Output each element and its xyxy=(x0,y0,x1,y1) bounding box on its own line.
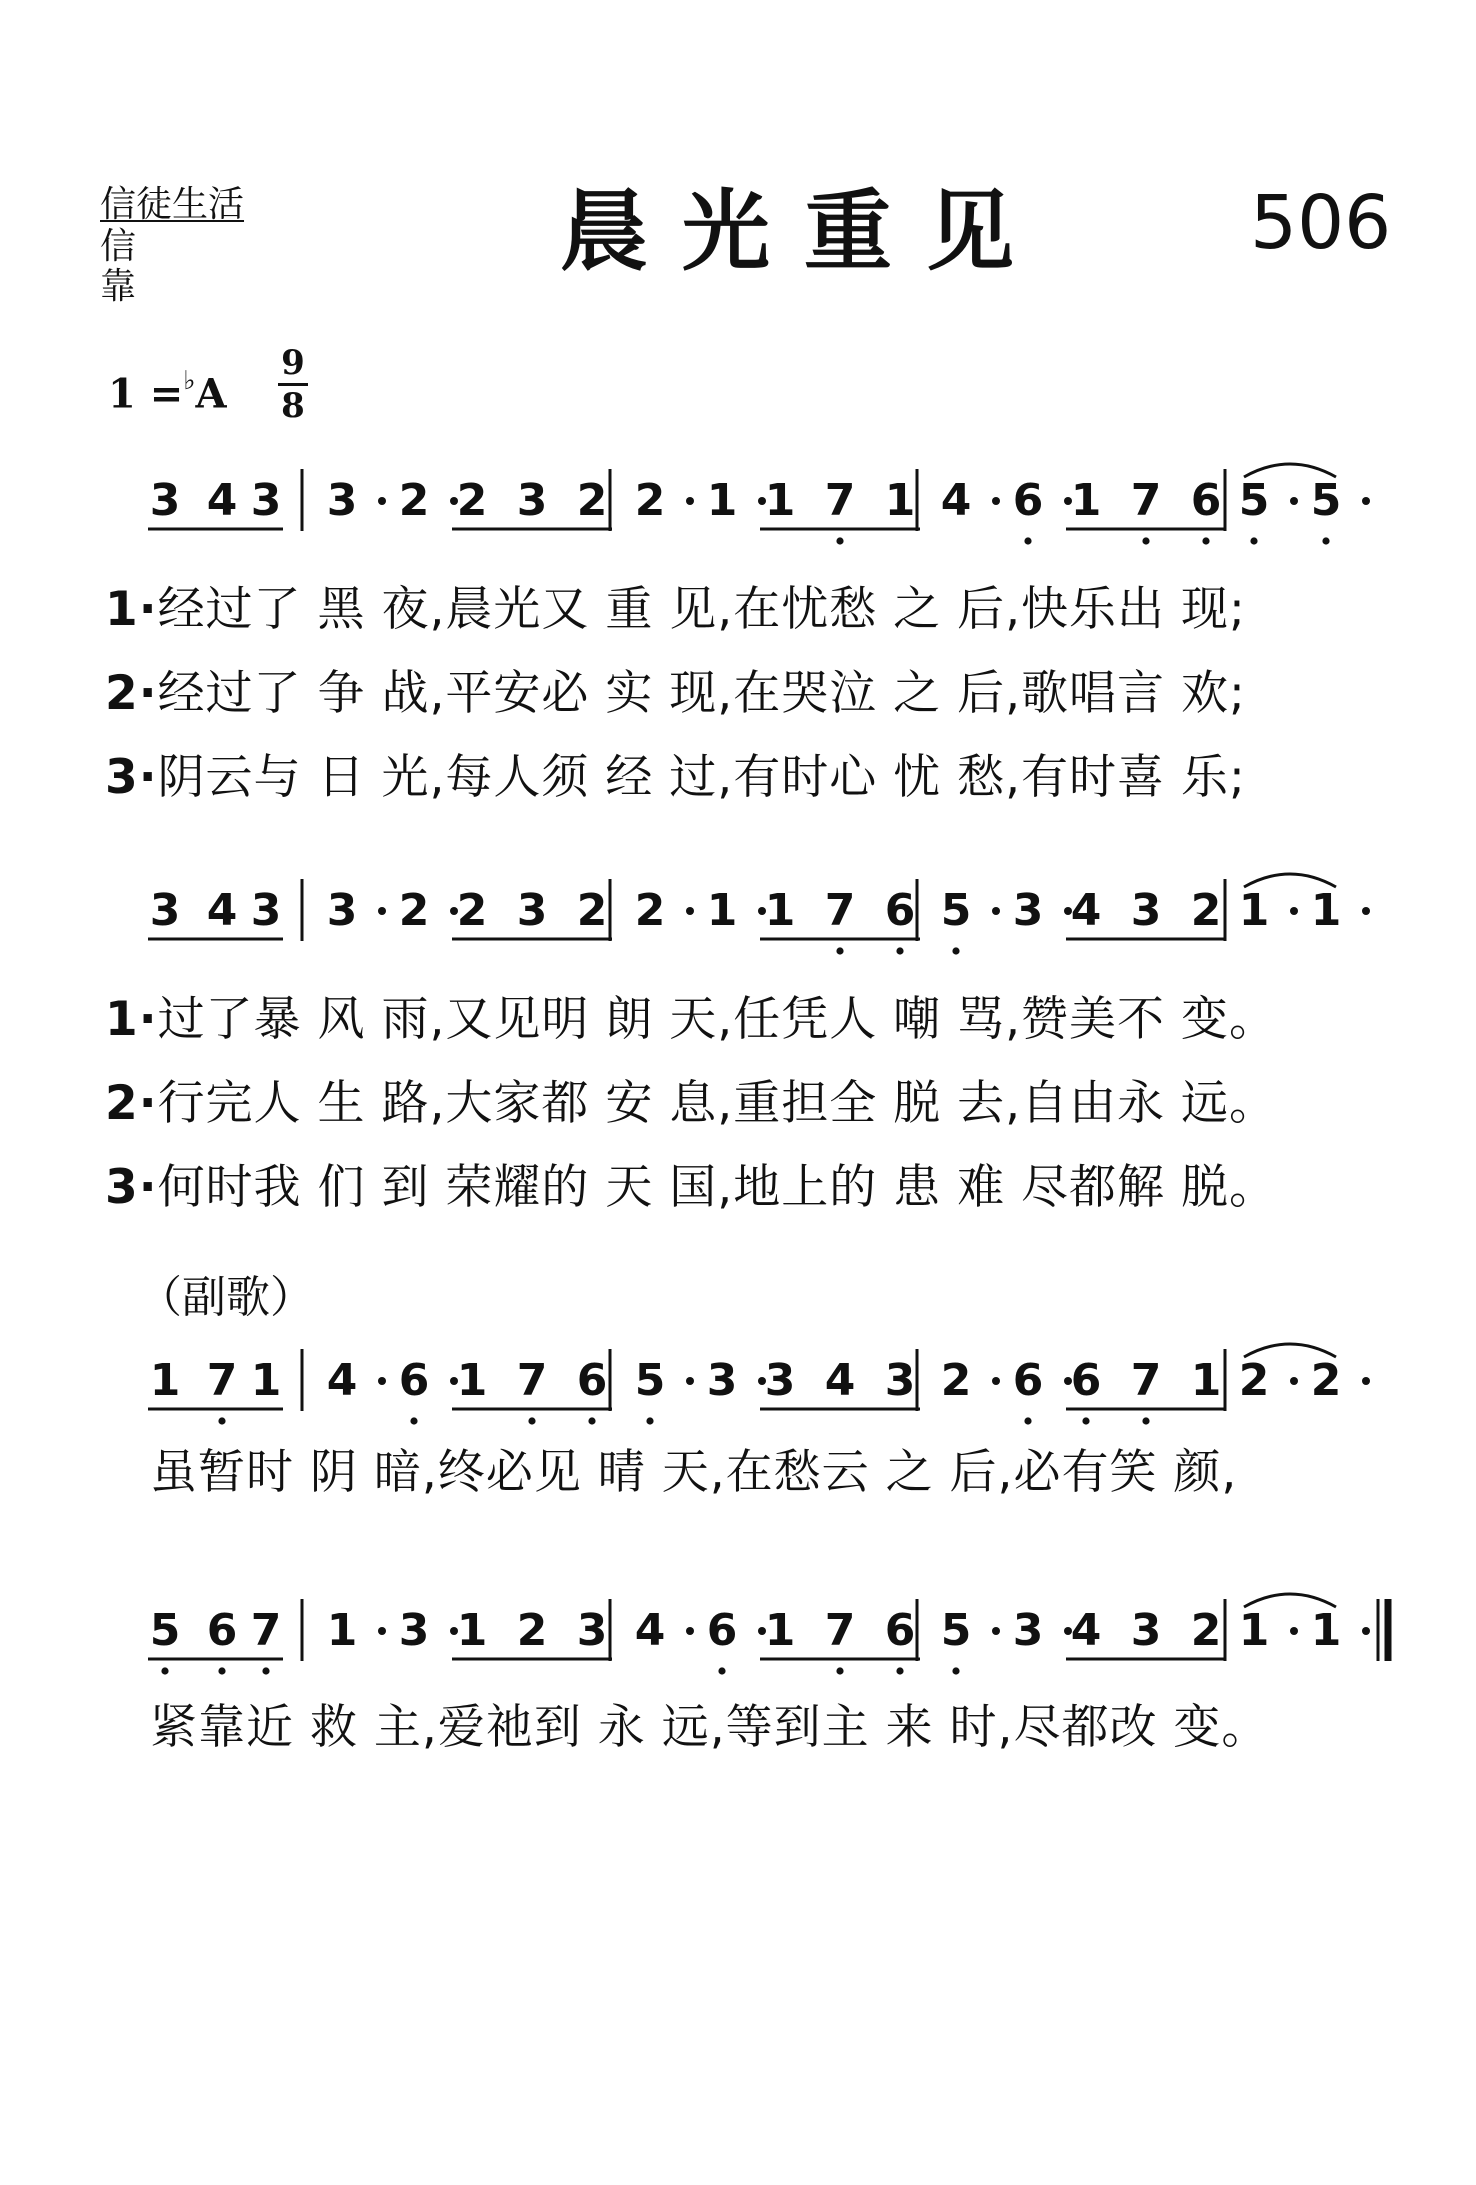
lyric-line xyxy=(150,1700,1269,1756)
note: 3 xyxy=(1130,1605,1162,1656)
lyric-line xyxy=(105,582,1246,638)
note: 1 xyxy=(764,1605,796,1656)
note: 2 xyxy=(398,885,430,936)
note: 3 xyxy=(1012,885,1044,936)
verse-number: 1· xyxy=(105,582,158,637)
note: 1 xyxy=(456,1605,488,1656)
note: 6 xyxy=(706,1605,738,1656)
note: 2 xyxy=(1238,1355,1270,1406)
low-octave-dot xyxy=(836,1667,843,1674)
flat-sign: ♭ xyxy=(183,366,196,396)
note: 4 xyxy=(940,475,972,526)
key-prefix: 1 = xyxy=(108,370,184,418)
note: 1 xyxy=(764,475,796,526)
lyric-line xyxy=(150,1445,1237,1501)
note: 6 xyxy=(1012,1355,1044,1406)
note: 3 xyxy=(326,475,358,526)
low-octave-dot xyxy=(1142,537,1149,544)
lyric-text: 阴云与 日 光,每人须 经 过,有时心 忧 愁,有时喜 乐; xyxy=(157,750,1246,805)
low-octave-dot xyxy=(1322,537,1329,544)
note: 2 xyxy=(398,475,430,526)
low-octave-dot xyxy=(896,1667,903,1674)
hymn-number: 506 xyxy=(1250,180,1392,266)
note: 6 xyxy=(1070,1355,1102,1406)
note: 2 xyxy=(576,885,608,936)
note: 1 xyxy=(764,885,796,936)
note: 6 xyxy=(206,1605,238,1656)
duration-dot xyxy=(992,497,1000,505)
low-octave-dot xyxy=(218,1667,225,1674)
low-octave-dot xyxy=(1250,537,1257,544)
key-letter: A xyxy=(195,370,227,418)
note: 2 xyxy=(576,475,608,526)
hymn-title: 晨光重见 xyxy=(560,180,1049,283)
time-denominator: 8 xyxy=(281,386,305,426)
lyric-text: 经过了 黑 夜,晨光又 重 见,在忧愁 之 后,快乐出 现; xyxy=(157,582,1246,637)
note: 4 xyxy=(824,1355,856,1406)
note: 7 xyxy=(206,1355,238,1406)
duration-dot xyxy=(1290,1627,1298,1635)
low-octave-dot xyxy=(528,1417,535,1424)
duration-dot xyxy=(992,1377,1000,1385)
low-octave-dot xyxy=(646,1417,653,1424)
note: 6 xyxy=(576,1355,608,1406)
note: 2 xyxy=(456,885,488,936)
note: 5 xyxy=(940,1605,972,1656)
low-octave-dot xyxy=(161,1667,168,1674)
note: 7 xyxy=(824,885,856,936)
note: 3 xyxy=(250,475,282,526)
note: 6 xyxy=(398,1355,430,1406)
note: 5 xyxy=(149,1605,181,1656)
note: 1 xyxy=(250,1355,282,1406)
duration-dot xyxy=(1290,497,1298,505)
note: 5 xyxy=(1310,475,1342,526)
note: 7 xyxy=(250,1605,282,1656)
duration-dot xyxy=(1362,497,1370,505)
lyric-text: 紧靠近 救 主,爱祂到 永 远,等到主 来 时,尽都改 变。 xyxy=(150,1700,1270,1755)
lyric-line xyxy=(105,1160,1277,1216)
verse-number: 3· xyxy=(105,1160,158,1215)
note: 5 xyxy=(1238,475,1270,526)
note: 6 xyxy=(1012,475,1044,526)
duration-dot xyxy=(378,1627,386,1635)
verse-number: 3· xyxy=(105,750,158,805)
low-octave-dot xyxy=(718,1667,725,1674)
note: 1 xyxy=(326,1605,358,1656)
note: 1 xyxy=(706,885,738,936)
low-octave-dot xyxy=(1082,1417,1089,1424)
note: 7 xyxy=(1130,475,1162,526)
note: 1 xyxy=(1310,885,1342,936)
low-octave-dot xyxy=(952,947,959,954)
lyric-line xyxy=(105,666,1246,722)
low-octave-dot xyxy=(1142,1417,1149,1424)
subcategory-label: 信靠 xyxy=(100,226,195,307)
note: 1 xyxy=(1238,1605,1270,1656)
refrain-label: （副歌） xyxy=(138,1272,314,1323)
note: 2 xyxy=(1190,885,1222,936)
verse-number: 2· xyxy=(105,666,158,721)
note: 3 xyxy=(516,885,548,936)
note: 4 xyxy=(1070,1605,1102,1656)
note: 3 xyxy=(1130,885,1162,936)
duration-dot xyxy=(686,1627,694,1635)
note: 3 xyxy=(398,1605,430,1656)
lyric-line xyxy=(105,1076,1277,1132)
note: 2 xyxy=(634,475,666,526)
note: 4 xyxy=(1070,885,1102,936)
lyric-line xyxy=(105,992,1277,1048)
note: 2 xyxy=(1190,1605,1222,1656)
note: 2 xyxy=(456,475,488,526)
duration-dot xyxy=(686,1377,694,1385)
duration-dot xyxy=(1362,1627,1370,1635)
low-octave-dot xyxy=(836,947,843,954)
note: 1 xyxy=(706,475,738,526)
note: 3 xyxy=(149,475,181,526)
note: 3 xyxy=(149,885,181,936)
note: 3 xyxy=(250,885,282,936)
low-octave-dot xyxy=(836,537,843,544)
low-octave-dot xyxy=(410,1417,417,1424)
lyric-text: 虽暂时 阴 暗,终必见 晴 天,在愁云 之 后,必有笑 颜, xyxy=(150,1445,1238,1500)
low-octave-dot xyxy=(588,1417,595,1424)
duration-dot xyxy=(378,1377,386,1385)
duration-dot xyxy=(378,907,386,915)
note: 1 xyxy=(149,1355,181,1406)
note: 4 xyxy=(326,1355,358,1406)
note: 7 xyxy=(516,1355,548,1406)
note: 6 xyxy=(1190,475,1222,526)
note: 4 xyxy=(206,475,238,526)
low-octave-dot xyxy=(1024,537,1031,544)
lyric-line xyxy=(105,750,1246,806)
note: 7 xyxy=(824,1605,856,1656)
note: 4 xyxy=(634,1605,666,1656)
duration-dot xyxy=(686,497,694,505)
note: 1 xyxy=(1310,1605,1342,1656)
note: 2 xyxy=(940,1355,972,1406)
note: 3 xyxy=(1012,1605,1044,1656)
duration-dot xyxy=(1362,907,1370,915)
lyric-text: 过了暴 风 雨,又见明 朗 天,任凭人 嘲 骂,赞美不 变。 xyxy=(157,992,1277,1047)
note: 1 xyxy=(1238,885,1270,936)
note: 2 xyxy=(1310,1355,1342,1406)
note: 3 xyxy=(884,1355,916,1406)
note: 5 xyxy=(940,885,972,936)
note: 1 xyxy=(1190,1355,1222,1406)
low-octave-dot xyxy=(1202,537,1209,544)
note: 3 xyxy=(706,1355,738,1406)
note: 4 xyxy=(206,885,238,936)
note: 3 xyxy=(764,1355,796,1406)
verse-number: 1· xyxy=(105,992,158,1047)
note: 6 xyxy=(884,1605,916,1656)
note: 6 xyxy=(884,885,916,936)
note: 3 xyxy=(326,885,358,936)
note: 1 xyxy=(1070,475,1102,526)
duration-dot xyxy=(1290,907,1298,915)
lyric-text: 经过了 争 战,平安必 实 现,在哭泣 之 后,歌唱言 欢; xyxy=(157,666,1246,721)
verse-number: 2· xyxy=(105,1076,158,1131)
time-numerator: 9 xyxy=(281,343,305,383)
low-octave-dot xyxy=(262,1667,269,1674)
note: 1 xyxy=(884,475,916,526)
note: 3 xyxy=(576,1605,608,1656)
note: 7 xyxy=(1130,1355,1162,1406)
duration-dot xyxy=(992,1627,1000,1635)
lyric-text: 何时我 们 到 荣耀的 天 国,地上的 患 难 尽都解 脱。 xyxy=(157,1160,1277,1215)
duration-dot xyxy=(378,497,386,505)
low-octave-dot xyxy=(218,1417,225,1424)
note: 7 xyxy=(824,475,856,526)
note: 2 xyxy=(516,1605,548,1656)
note: 1 xyxy=(456,1355,488,1406)
lyric-text: 行完人 生 路,大家都 安 息,重担全 脱 去,自由永 远。 xyxy=(157,1076,1277,1131)
low-octave-dot xyxy=(1024,1417,1031,1424)
note: 2 xyxy=(634,885,666,936)
note: 5 xyxy=(634,1355,666,1406)
duration-dot xyxy=(686,907,694,915)
duration-dot xyxy=(992,907,1000,915)
category-label: 信徒生活 xyxy=(100,184,245,225)
low-octave-dot xyxy=(896,947,903,954)
note: 3 xyxy=(516,475,548,526)
duration-dot xyxy=(1362,1377,1370,1385)
low-octave-dot xyxy=(952,1667,959,1674)
duration-dot xyxy=(1290,1377,1298,1385)
